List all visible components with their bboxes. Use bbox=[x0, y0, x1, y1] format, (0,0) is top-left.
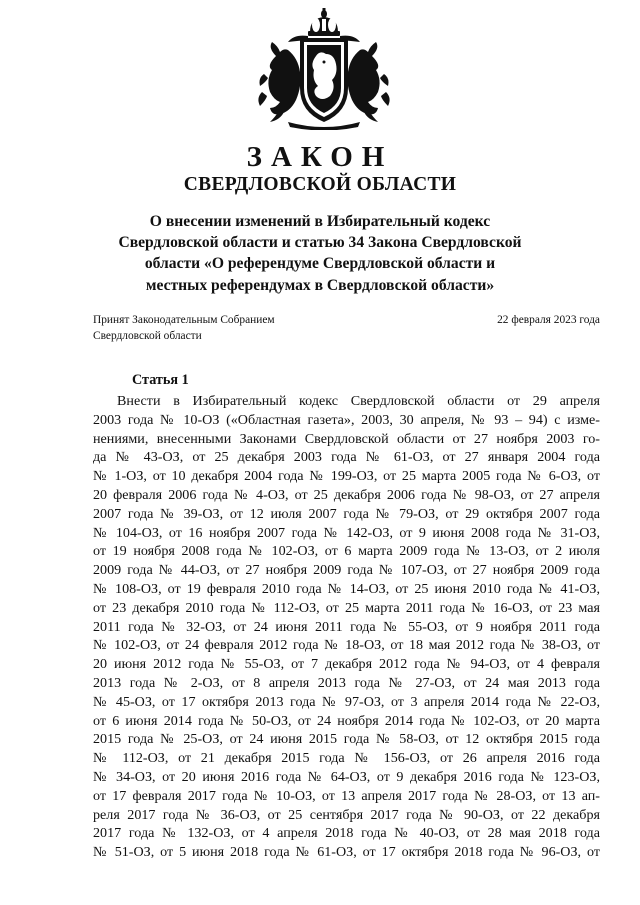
article-body-line: от 17 февраля 2017 года № 10-ОЗ, от 13 апреля 2017 года № 28-ОЗ, от 13 ап- bbox=[93, 787, 600, 804]
article-body-line: № 108-ОЗ, от 19 февраля 2010 года № 14-ОЗ, от 25 июня 2010 года № 41-ОЗ, bbox=[93, 580, 600, 597]
article-body-line: № 34-ОЗ, от 20 июня 2016 года № 64-ОЗ, от 9 декабря 2016 года № 123-ОЗ, bbox=[93, 768, 600, 785]
subject-line: области «О референдуме Свердловской области и bbox=[144, 255, 496, 273]
article-body-line: 2015 года № 25-ОЗ, от 24 июня 2015 года № 58-ОЗ, от 12 октября 2015 года bbox=[93, 731, 600, 748]
coat-of-arms-emblem bbox=[254, 8, 394, 130]
article-body-line: да № 43-ОЗ, от 25 декабря 2003 года № 61-ОЗ, от 27 января 2004 года bbox=[93, 449, 600, 466]
law-region-title: СВЕРДЛОВСКОЙ ОБЛАСТИ bbox=[183, 174, 457, 195]
article-heading: Статья 1 bbox=[132, 372, 189, 388]
adoption-body bbox=[93, 313, 275, 344]
article-body-line: 2003 года № 10-ОЗ («Областная газета», 2003, 30 апреля, № 93 – 94) с изме- bbox=[93, 411, 600, 428]
article-body-line: № 102-ОЗ, от 24 февраля 2012 года № 18-ОЗ, от 18 мая 2012 года № 38-ОЗ, от bbox=[93, 637, 600, 654]
article-body-line: № 45-ОЗ, от 17 октября 2013 года № 97-ОЗ, от 3 апреля 2014 года № 22-ОЗ, bbox=[93, 693, 600, 710]
article-body-line: 20 июня 2012 года № 55-ОЗ, от 7 декабря 2012 года № 94-ОЗ, от 4 февраля bbox=[93, 656, 600, 673]
law-title: ЗАКОН bbox=[246, 141, 394, 173]
article-body-line: 2011 года № 32-ОЗ, от 24 июня 2011 года № 55-ОЗ, от 9 ноября 2011 года bbox=[93, 618, 600, 635]
article-body-line: 2009 года № 44-ОЗ, от 27 ноября 2009 года № 107-ОЗ, от 27 ноября 2009 года bbox=[93, 562, 600, 579]
adoption-body-line: Свердловской области bbox=[93, 329, 202, 342]
adoption-body-line: Принят Законодательным Собранием bbox=[93, 314, 275, 326]
article-body-line: № 1-ОЗ, от 10 декабря 2004 года № 199-ОЗ, от 25 марта 2005 года № 6-ОЗ, от bbox=[93, 468, 600, 485]
article-body-line: 2017 года № 132-ОЗ, от 4 апреля 2018 года № 40-ОЗ, от 28 мая 2018 года bbox=[93, 825, 600, 842]
article-body-line: 2007 года № 39-ОЗ, от 12 июля 2007 года № 79-ОЗ, от 29 октября 2007 года bbox=[93, 505, 600, 522]
article-body-line: № 112-ОЗ, от 21 декабря 2015 года № 156-ОЗ, от 26 апреля 2016 года bbox=[93, 750, 600, 767]
article-body-line: нениями, внесенными Законами Свердловской области от 27 ноября 2003 го- bbox=[93, 430, 600, 447]
subject-line: местных референдумах в Свердловской области» bbox=[145, 276, 495, 294]
subject-line: О внесении изменений в Избирательный кодекс bbox=[149, 213, 491, 230]
adoption-date: 22 февраля 2023 года bbox=[497, 314, 600, 326]
article-body-line: 20 февраля 2006 года № 4-ОЗ, от 25 декабря 2006 года № 98-ОЗ, от 27 апреля bbox=[93, 486, 600, 503]
article-body-line: от 6 июня 2014 года № 50-ОЗ, от 24 ноября 2014 года № 102-ОЗ, от 20 марта bbox=[93, 712, 600, 729]
article-body-line: от 19 ноября 2008 года № 102-ОЗ, от 6 марта 2009 года № 13-ОЗ, от 2 июля bbox=[93, 543, 600, 560]
article-body-line: № 104-ОЗ, от 16 ноября 2007 года № 142-ОЗ, от 9 июня 2008 года № 31-ОЗ, bbox=[93, 524, 600, 541]
article-body-line: реля 2017 года № 36-ОЗ, от 25 сентября 2017 года № 90-ОЗ, от 22 декабря bbox=[93, 806, 600, 823]
article-body-line: № 51-ОЗ, от 5 июня 2018 года № 61-ОЗ, от 17 октября 2018 года № 96-ОЗ, от bbox=[93, 844, 600, 861]
article-body-line: от 23 декабря 2010 года № 112-ОЗ, от 25 марта 2011 года № 16-ОЗ, от 23 мая bbox=[93, 599, 600, 616]
article-body-line: Внести в Избирательный кодекс Свердловской области от 29 апреля bbox=[117, 393, 600, 409]
subject-line: Свердловской области и статью 34 Закона Свердловской bbox=[118, 234, 522, 252]
article-body bbox=[93, 392, 600, 862]
law-subject-title bbox=[60, 211, 580, 296]
article-body-line: 2013 года № 2-ОЗ, от 8 апреля 2013 года № 27-ОЗ, от 24 мая 2013 года bbox=[93, 674, 600, 691]
